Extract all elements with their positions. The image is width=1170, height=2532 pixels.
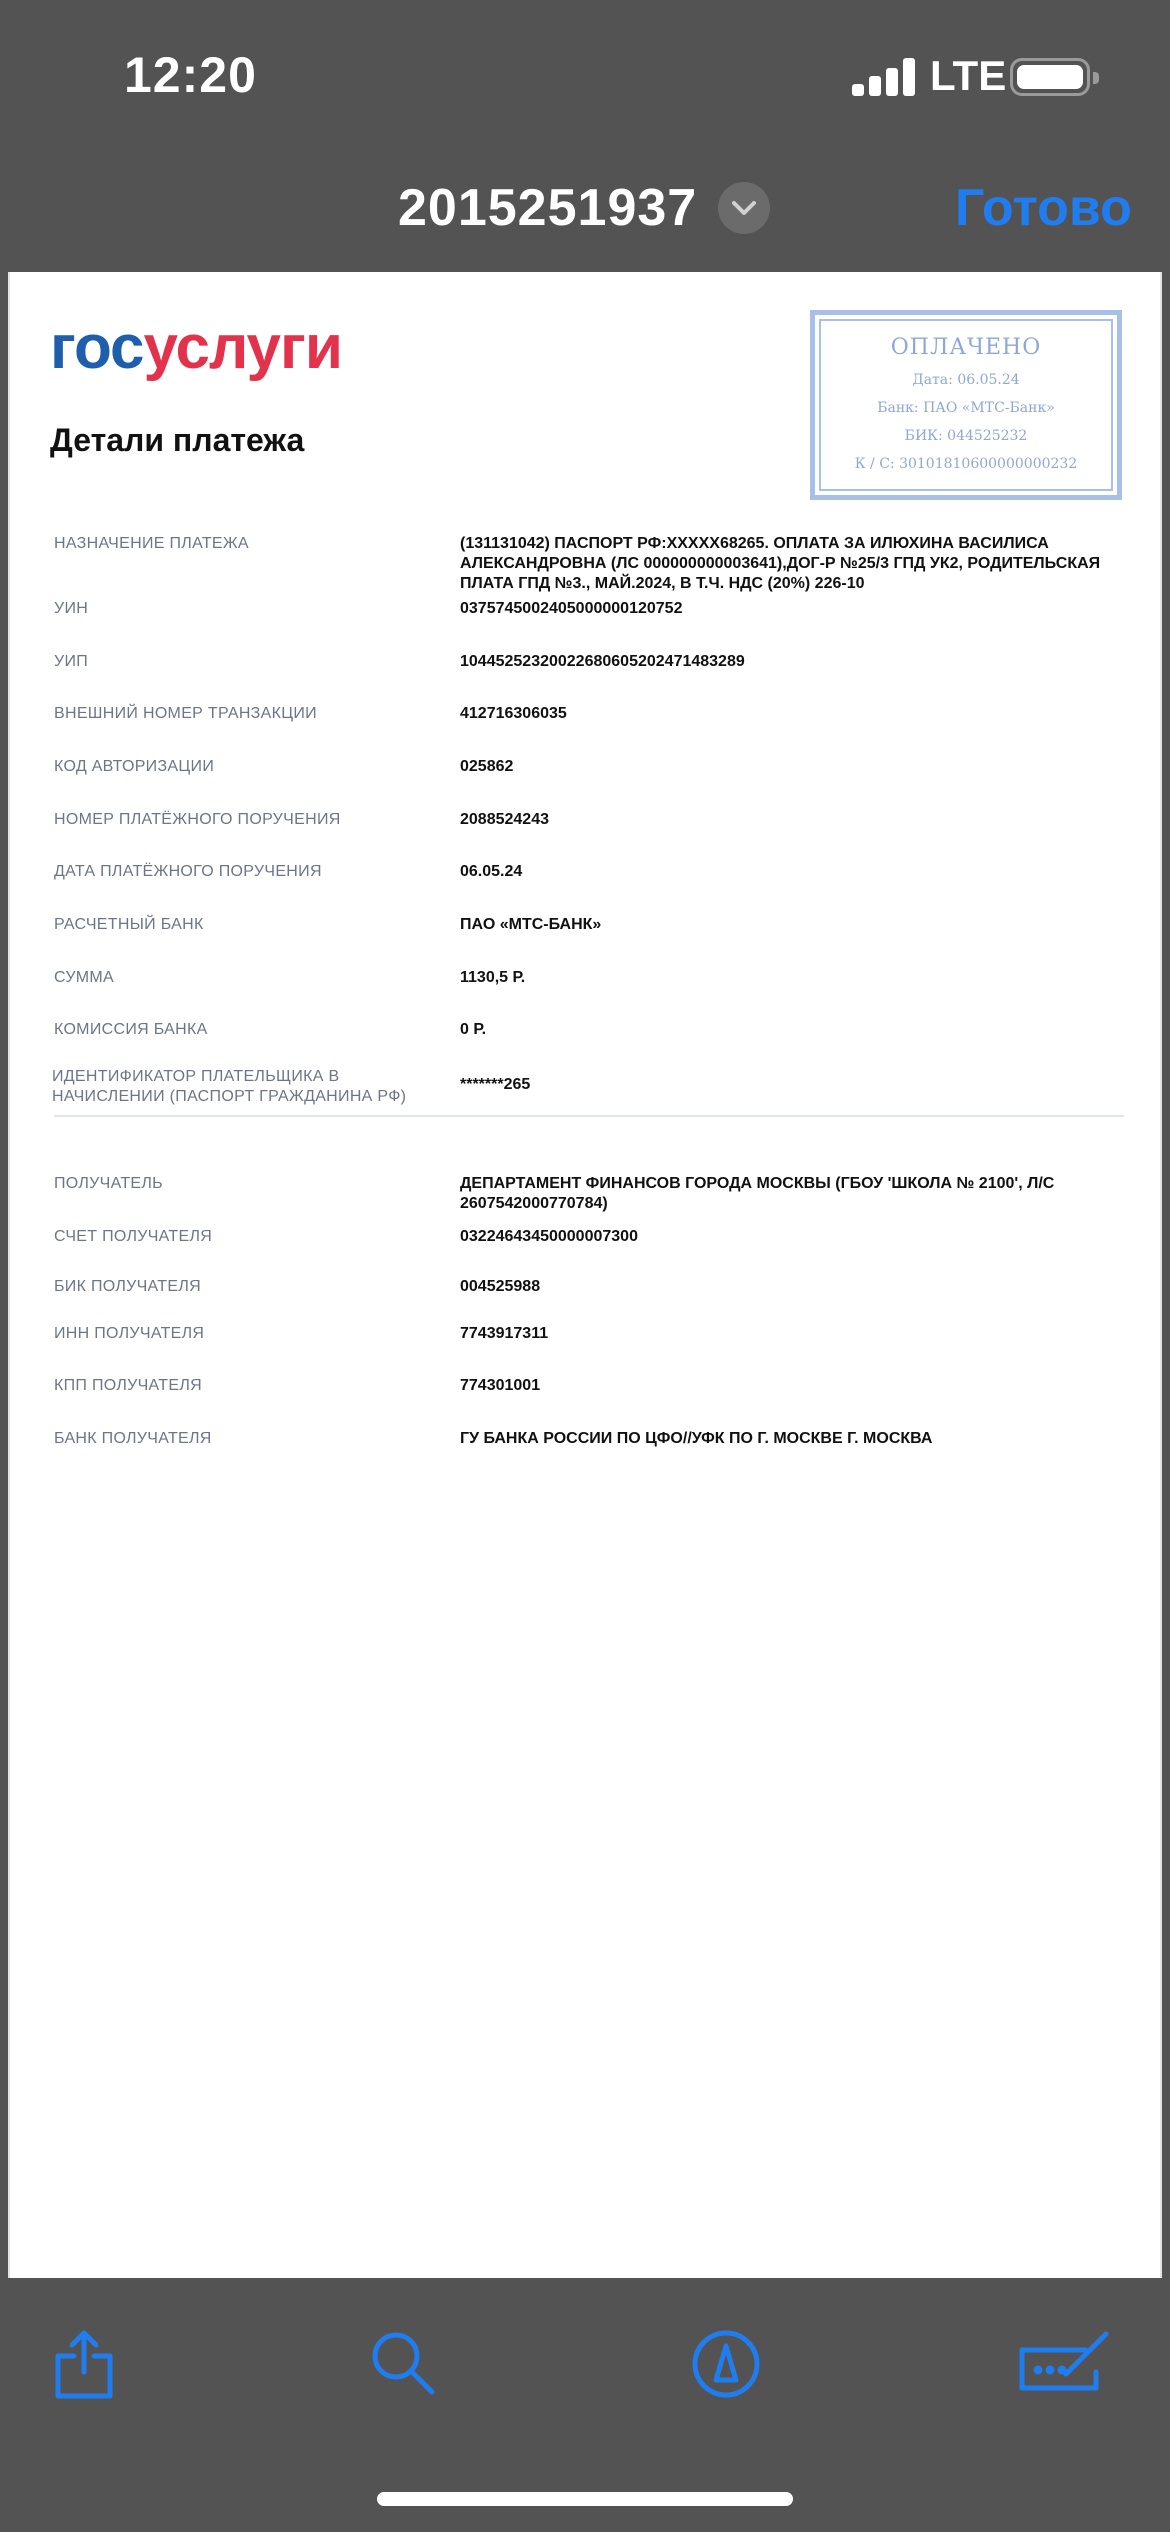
paid-stamp [810, 310, 1122, 500]
detail-label: ДАТА ПЛАТЁЖНОГО ПОРУЧЕНИЯ [54, 863, 322, 880]
gosuslugi-logo: госуслуги [50, 313, 342, 382]
detail-value: *******265 [460, 1076, 531, 1093]
nav-title[interactable]: 2015251937 [398, 179, 698, 237]
detail-label: БИК ПОЛУЧАТЕЛЯ [54, 1278, 201, 1295]
detail-label: УИП [54, 653, 89, 670]
detail-label: КОД АВТОРИЗАЦИИ [54, 758, 215, 775]
detail-value: 412716306035 [460, 705, 567, 722]
detail-label: НОМЕР ПЛАТЁЖНОГО ПОРУЧЕНИЯ [54, 811, 341, 828]
detail-value: (131131042) ПАСПОРТ РФ:XXXXX68265. ОПЛАТА ЗА ИЛЮХИНА ВАСИЛИСА АЛЕКСАНДРОВНА (ЛС 000000000003641),ДОГ-Р №25/3 ГПД УК2, РОДИТЕЛЬСКАЯ ПЛАТА ГПД №3., МАЙ.2024, В Т.Ч. НДС (20%) 226-10 [460, 535, 1101, 592]
detail-label: НАЗНАЧЕНИЕ ПЛАТЕЖА [54, 535, 249, 552]
detail-label: СЧЕТ ПОЛУЧАТЕЛЯ [54, 1228, 213, 1245]
detail-label: КПП ПОЛУЧАТЕЛЯ [54, 1377, 202, 1394]
page-title: Детали платежа [50, 422, 305, 458]
detail-label: ПОЛУЧАТЕЛЬ [54, 1175, 163, 1192]
network-label: LTE [930, 52, 1007, 99]
detail-value: ГУ БАНКА РОССИИ ПО ЦФО//УФК ПО Г. МОСКВЕ Г. МОСКВА [460, 1430, 933, 1447]
detail-label: ИДЕНТИФИКАТОР ПЛАТЕЛЬЩИКА В НАЧИСЛЕНИИ (ПАСПОРТ ГРАЖДАНИНА РФ) [52, 1068, 407, 1105]
stamp-bik: БИК: 044525232 [904, 428, 1028, 444]
home-indicator[interactable] [377, 2492, 793, 2506]
detail-value: 10445252320022680605202471483289 [460, 653, 745, 670]
detail-label: УИН [54, 600, 89, 617]
status-bar [0, 0, 1170, 150]
detail-value: 06.05.24 [460, 863, 523, 880]
section-divider [54, 1115, 1124, 1117]
battery-icon [1010, 58, 1090, 96]
stamp-title: ОПЛАЧЕНО [890, 335, 1042, 360]
detail-value: 2088524243 [460, 811, 549, 828]
stamp-bank: Банк: ПАО «МТС-Банк» [877, 400, 1055, 416]
detail-value: 774301001 [460, 1377, 541, 1394]
detail-value: 03224643450000007300 [460, 1228, 638, 1245]
done-button[interactable]: Готово [955, 179, 1132, 237]
markup-icon[interactable] [690, 2328, 762, 2400]
detail-value: 0375745002405000000120752 [460, 600, 683, 617]
search-icon[interactable] [368, 2328, 440, 2400]
stamp-ks: К / С: 30101810600000000232 [854, 456, 1078, 472]
detail-value: 025862 [460, 758, 514, 775]
detail-label: БАНК ПОЛУЧАТЕЛЯ [54, 1430, 212, 1447]
share-icon[interactable] [48, 2328, 120, 2400]
detail-value: 1130,5 Р. [460, 969, 526, 986]
detail-value: ПАО «МТС-БАНК» [460, 916, 602, 933]
document-page [8, 272, 1162, 2278]
detail-label: ВНЕШНИЙ НОМЕР ТРАНЗАКЦИИ [54, 705, 317, 722]
detail-label: РАСЧЕТНЫЙ БАНК [54, 916, 204, 933]
detail-label: СУММА [54, 969, 115, 986]
stamp-date: Дата: 06.05.24 [912, 372, 1020, 388]
signal-icon [852, 58, 916, 96]
detail-label: ИНН ПОЛУЧАТЕЛЯ [54, 1325, 205, 1342]
detail-value: ДЕПАРТАМЕНТ ФИНАНСОВ ГОРОДА МОСКВЫ (ГБОУ 'ШКОЛА № 2100', Л/С 2607542000770784) [460, 1175, 1055, 1212]
chevron-down-icon[interactable] [718, 182, 770, 234]
status-time: 12:20 [124, 47, 257, 103]
signature-icon[interactable] [1016, 2328, 1112, 2400]
detail-value: 004525988 [460, 1278, 541, 1295]
detail-value: 0 Р. [460, 1021, 487, 1038]
detail-value: 7743917311 [460, 1325, 549, 1342]
detail-label: КОМИССИЯ БАНКА [54, 1021, 208, 1038]
